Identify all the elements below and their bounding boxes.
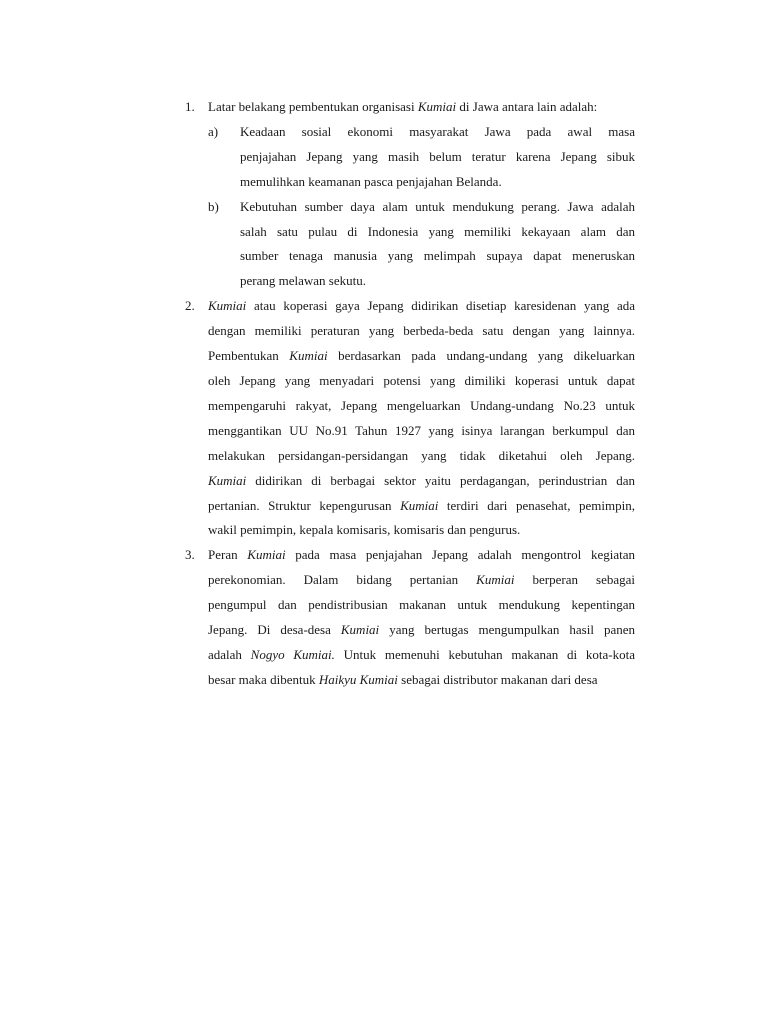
text-run: perekonomian. Dalam bidang pertanian [208, 572, 477, 588]
text-run: pada masa penjajahan Jepang adalah mengontrol kegiatan [285, 547, 635, 563]
text-line [208, 95, 635, 120]
text-run: besar maka dibentuk [208, 671, 319, 687]
text-line [208, 518, 635, 543]
sub-list-label: a) [208, 123, 219, 139]
text-line [240, 120, 635, 145]
text-line [208, 344, 635, 369]
list-number: 1. [185, 99, 195, 114]
sub-list-label: b) [208, 198, 219, 214]
text-line [240, 220, 635, 245]
text-run: mempengaruhi rakyat, Jepang mengeluarkan Undang-undang No.23 untuk [208, 397, 635, 413]
text-line [208, 419, 635, 444]
text-run: salah satu pulau di Indonesia yang memiliki kekayaan alam dan [240, 223, 635, 239]
text-line [208, 394, 635, 419]
text-run: sebagai distributor makanan dari desa [397, 671, 598, 687]
text-run: Pembentukan [208, 348, 290, 364]
text-run: Latar belakang pembentukan organisasi [208, 99, 418, 114]
italic-term: Kumiai [289, 348, 328, 364]
text-line [208, 319, 635, 344]
text-run: melakukan persidangan-persidangan yang tidak diketahui oleh Jepang. [208, 447, 635, 463]
italic-term: Kumiai [476, 572, 515, 588]
text-run: terdiri dari penasehat, pemimpin, [438, 497, 635, 513]
text-line [208, 294, 635, 319]
numbered-list [185, 95, 635, 693]
text-run: oleh Jepang yang menyadari potensi yang dimiliki koperasi untuk dapat [208, 372, 635, 388]
text-line [240, 244, 635, 269]
text-run: berperan sebagai [514, 572, 635, 588]
text-line [208, 618, 635, 643]
text-run: di Jawa antara lain adalah: [456, 99, 598, 114]
text-line [240, 195, 635, 220]
list-item [185, 95, 635, 294]
text-line [208, 369, 635, 394]
text-run: sumber tenaga manusia yang melimpah supaya dapat meneruskan [240, 248, 635, 264]
italic-term: Kumiai [208, 298, 247, 314]
text-run: didirikan di berbagai sektor yaitu perdagangan, perindustrian dan [246, 472, 635, 488]
text-line [240, 170, 635, 195]
text-run: Kebutuhan sumber daya alam untuk mendukung perang. Jawa adalah [240, 198, 635, 214]
text-run: dengan memiliki peraturan yang berbeda-beda satu dengan yang lainnya. [208, 323, 635, 339]
text-line [208, 643, 635, 668]
text-run: penjajahan Jepang yang masih belum teratur karena Jepang sibuk [240, 148, 635, 164]
text-run: berdasarkan pada undang-undang yang dikeluarkan [327, 348, 635, 364]
italic-term: Haikyu Kumiai [318, 671, 398, 687]
text-line [240, 269, 635, 294]
text-run: Jepang. Di desa-desa [208, 622, 341, 638]
text-run: atau koperasi gaya Jepang didirikan disetiap karesidenan yang ada [246, 298, 635, 314]
list-item [185, 543, 635, 692]
text-run: yang bertugas mengumpulkan hasil panen [379, 622, 635, 638]
text-run: Peran [208, 547, 248, 563]
text-run: pertanian. Struktur kepengurusan [208, 497, 401, 513]
text-line [208, 593, 635, 618]
list-item [185, 294, 635, 543]
text-line [208, 543, 635, 568]
text-line [240, 145, 635, 170]
text-run: memulihkan keamanan pasca penjajahan Belanda. [240, 173, 502, 189]
italic-term: Kumiai [340, 622, 380, 638]
sub-list-item [208, 120, 635, 195]
text-run: Keadaan sosial ekonomi masyarakat Jawa pada awal masa [240, 123, 635, 139]
italic-term: Kumiai [208, 472, 247, 488]
text-run: perang melawan sekutu. [240, 273, 366, 289]
text-line [208, 568, 635, 593]
text-line [208, 494, 635, 519]
text-run: wakil pemimpin, kepala komisaris, komisaris dan pengurus. [208, 522, 521, 538]
text-line [208, 469, 635, 494]
sub-list-item [208, 195, 635, 295]
text-run: menggantikan UU No.91 Tahun 1927 yang isinya larangan berkumpul dan [208, 422, 635, 438]
italic-term: Kumiai [247, 547, 286, 563]
text-run: adalah [208, 646, 251, 662]
text-run: pengumpul dan pendistribusian makanan untuk mendukung kepentingan [208, 597, 635, 613]
text-line [208, 444, 635, 469]
list-number: 2. [185, 298, 195, 314]
list-number: 3. [185, 547, 195, 563]
italic-term: Kumiai [417, 99, 457, 114]
text-run: Untuk memenuhi kebutuhan makanan di kota-kota [334, 646, 635, 662]
italic-term: Kumiai [400, 497, 439, 513]
italic-term: Nogyo Kumiai. [250, 646, 335, 662]
text-line [208, 668, 635, 693]
